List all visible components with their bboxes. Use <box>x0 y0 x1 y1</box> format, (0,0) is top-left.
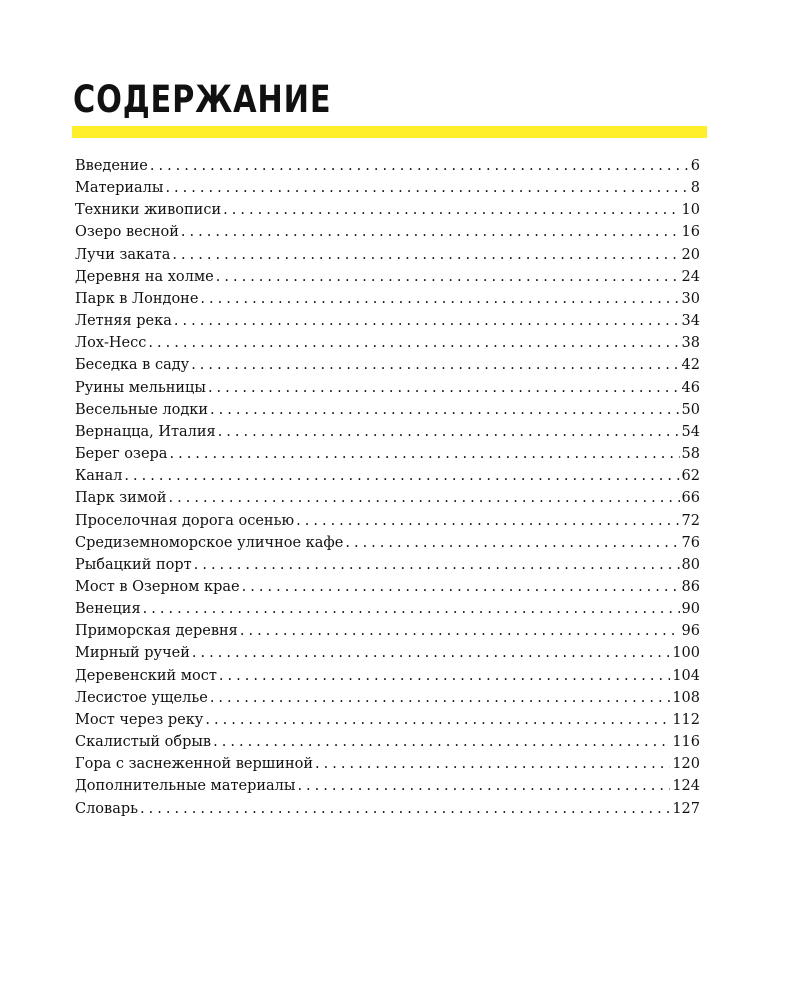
toc-entry-title: Лучи заката <box>75 246 171 263</box>
dot-leader <box>296 510 679 532</box>
toc-entry[interactable] <box>75 155 700 177</box>
dot-leader <box>242 576 680 598</box>
toc-entry-title: Гора с заснеженной вершиной <box>75 756 313 773</box>
dot-leader <box>143 598 680 620</box>
toc-entry-title: Канал <box>75 468 123 485</box>
toc-entry[interactable] <box>75 753 700 775</box>
toc-entry-page: 104 <box>672 667 700 684</box>
toc-entry[interactable] <box>75 332 700 354</box>
toc-entry-title: Вернацца, Италия <box>75 423 216 440</box>
toc-entry-title: Словарь <box>75 800 139 817</box>
toc-entry-title: Лесистое ущелье <box>75 689 208 706</box>
toc-entry-title: Материалы <box>75 180 164 197</box>
dot-leader <box>194 554 680 576</box>
toc-entry[interactable] <box>75 443 700 465</box>
toc-entry-page: 72 <box>681 512 700 529</box>
toc-entry-page: 66 <box>681 490 700 507</box>
dot-leader <box>216 266 680 288</box>
toc-entry-page: 76 <box>681 534 700 551</box>
dot-leader <box>210 399 680 421</box>
title-underline-bar <box>72 126 707 138</box>
dot-leader <box>297 775 670 797</box>
toc-entry-title: Дополнительные материалы <box>75 778 296 795</box>
dot-leader <box>315 753 670 775</box>
toc-entry[interactable] <box>75 665 700 687</box>
dot-leader <box>192 642 670 664</box>
toc-entry[interactable] <box>75 775 700 797</box>
toc-entry[interactable] <box>75 199 700 221</box>
dot-leader <box>191 354 679 376</box>
toc-entry-title: Лох-Несс <box>75 335 147 352</box>
dot-leader <box>140 798 670 820</box>
toc-entry-page: 108 <box>672 689 700 706</box>
dot-leader <box>124 465 679 487</box>
toc-entry[interactable] <box>75 399 700 421</box>
dot-leader <box>165 177 688 199</box>
dot-leader <box>174 310 680 332</box>
toc-entry[interactable] <box>75 642 700 664</box>
toc-entry-title: Парк в Лондоне <box>75 290 199 307</box>
dot-leader <box>181 221 680 243</box>
toc-entry[interactable] <box>75 554 700 576</box>
dot-leader <box>208 377 680 399</box>
toc-entry-title: Техники живописи <box>75 202 222 219</box>
toc-entry-title: Беседка в саду <box>75 357 190 374</box>
toc-entry[interactable] <box>75 709 700 731</box>
toc-entry-page: 10 <box>681 202 700 219</box>
toc-entry-title: Руины мельницы <box>75 379 206 396</box>
toc-entry[interactable] <box>75 576 700 598</box>
toc-entry-page: 20 <box>681 246 700 263</box>
toc-entry-page: 58 <box>681 446 700 463</box>
toc-entry-title: Деревня на холме <box>75 268 214 285</box>
toc-entry-title: Венеция <box>75 601 141 618</box>
toc-entry[interactable] <box>75 731 700 753</box>
toc-entry-page: 100 <box>672 645 700 662</box>
dot-leader <box>210 687 671 709</box>
dot-leader <box>345 532 679 554</box>
toc-entry-title: Рыбацкий порт <box>75 556 192 573</box>
dot-leader <box>240 620 680 642</box>
dot-leader <box>148 332 679 354</box>
toc-entry-page: 42 <box>681 357 700 374</box>
toc-entry[interactable] <box>75 377 700 399</box>
toc-entry-page: 112 <box>672 711 700 728</box>
toc-entry[interactable] <box>75 177 700 199</box>
toc-entry[interactable] <box>75 465 700 487</box>
dot-leader <box>213 731 670 753</box>
toc-entry-page: 8 <box>690 180 700 197</box>
toc-entry-page: 30 <box>681 290 700 307</box>
toc-entry-title: Весельные лодки <box>75 401 209 418</box>
toc-entry-page: 127 <box>672 800 700 817</box>
page-title: СОДЕРЖАНИЕ <box>73 78 332 121</box>
toc-entry-page: 62 <box>681 468 700 485</box>
toc-entry-page: 16 <box>681 224 700 241</box>
dot-leader <box>169 443 679 465</box>
dot-leader <box>205 709 670 731</box>
dot-leader <box>172 244 679 266</box>
toc-entry-page: 38 <box>681 335 700 352</box>
toc-entry-title: Мост в Озерном крае <box>75 578 240 595</box>
toc-entry[interactable] <box>75 421 700 443</box>
toc-entry-title: Парк зимой <box>75 490 167 507</box>
toc-entry-page: 90 <box>681 601 700 618</box>
toc-entry-page: 24 <box>681 268 700 285</box>
toc-entry-title: Средиземноморское уличное кафе <box>75 534 344 551</box>
toc-entry-title: Приморская деревня <box>75 623 238 640</box>
toc-entry[interactable] <box>75 532 700 554</box>
table-of-contents <box>75 155 700 820</box>
toc-entry-title: Летняя река <box>75 313 172 330</box>
dot-leader <box>150 155 689 177</box>
toc-entry[interactable] <box>75 620 700 642</box>
toc-entry-page: 96 <box>681 623 700 640</box>
dot-leader <box>200 288 679 310</box>
toc-entry-title: Введение <box>75 158 148 174</box>
toc-entry[interactable] <box>75 487 700 509</box>
toc-entry-title: Деревенский мост <box>75 667 217 684</box>
toc-entry-title: Берег озера <box>75 446 168 463</box>
toc-entry-page: 34 <box>681 313 700 330</box>
toc-entry[interactable] <box>75 354 700 376</box>
toc-entry[interactable] <box>75 798 700 820</box>
toc-entry-page: 6 <box>690 158 700 174</box>
toc-entry[interactable] <box>75 244 700 266</box>
toc-entry-title: Озеро весной <box>75 224 179 241</box>
toc-entry-page: 86 <box>681 578 700 595</box>
dot-leader <box>169 487 680 509</box>
dot-leader <box>219 665 670 687</box>
toc-entry[interactable] <box>75 221 700 243</box>
dot-leader <box>218 421 680 443</box>
toc-entry-title: Мост через реку <box>75 711 204 728</box>
toc-entry-title: Мирный ручей <box>75 645 190 662</box>
toc-entry-page: 80 <box>681 556 700 573</box>
dot-leader <box>223 199 679 221</box>
toc-entry-title: Проселочная дорога осенью <box>75 512 295 529</box>
toc-entry-page: 120 <box>672 756 700 773</box>
toc-entry[interactable] <box>75 266 700 288</box>
toc-entry-page: 54 <box>681 423 700 440</box>
toc-entry[interactable] <box>75 510 700 532</box>
toc-entry[interactable] <box>75 288 700 310</box>
toc-entry-title: Скалистый обрыв <box>75 734 212 751</box>
toc-entry-page: 124 <box>672 778 700 795</box>
toc-entry[interactable] <box>75 310 700 332</box>
toc-entry[interactable] <box>75 598 700 620</box>
toc-entry-page: 46 <box>681 379 700 396</box>
toc-entry-page: 50 <box>681 401 700 418</box>
toc-entry[interactable] <box>75 687 700 709</box>
toc-entry-page: 116 <box>672 734 700 751</box>
